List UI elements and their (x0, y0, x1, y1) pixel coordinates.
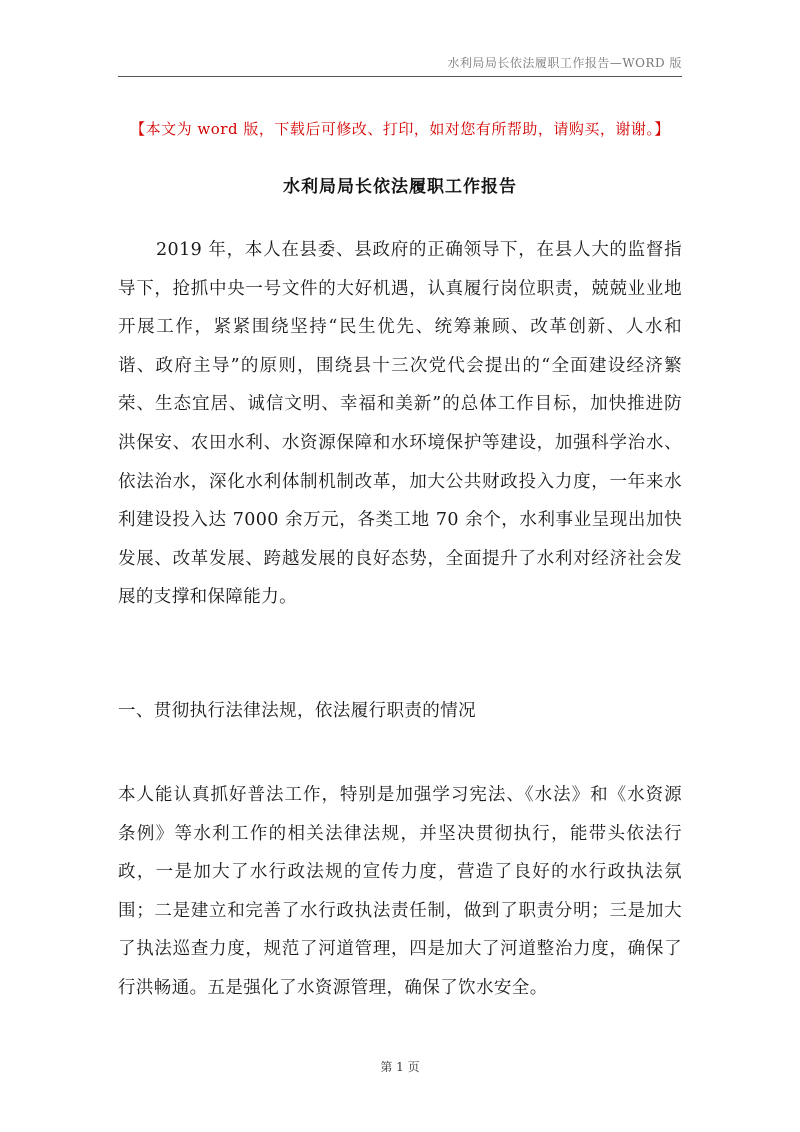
page-number: 第 1 页 (380, 1060, 420, 1074)
body-paragraph-1: 2019 年，本人在县委、县政府的正确领导下，在县人大的监督指导下，抢抓中央一号文件的大好机遇，认真履行岗位职责，兢兢业业地开展工作，紧紧围绕坚持“民生优先、统筹兼顾、改革创新、人水和谐、政府主导”的原则，围绕县十三次党代会提出的“全面建设经济繁荣、生态宜居、诚信文明、幸福和美新”的总体工作目标，加快推进防洪保安、农田水利、水资源保障和水环境保护等建设，加强科学治水、依法治水，深化水利体制机制改革，加大公共财政投入力度，一年来水利建设投入达 7000 余万元，各类工地 70 余个，水利事业呈现出加快发展、改革发展、跨越发展的良好态势，全面提升了水利对经济社会发展的支撑和保障能力。 (118, 240, 682, 608)
page-header (118, 50, 682, 77)
running-title: 水利局局长依法履职工作报告—WORD 版 (447, 56, 682, 70)
section-heading-1: 一、贯彻执行法律法规，依法履行职责的情况 (118, 701, 476, 721)
body-paragraph-2: 本人能认真抓好普法工作，特别是加强学习宪法、《水法》和《水资源条例》等水利工作的相关法律法规，并坚决贯彻执行，能带头依法行政，一是加大了水行政法规的宣传力度，营造了良好的水行政执法氛围；二是建立和完善了水行政执法责任制，做到了职责分明；三是加大了执法巡查力度，规范了河道管理，四是加大了河道整治力度，确保了行洪畅通。五是强化了水资源管理，确保了饮水安全。 (118, 785, 682, 998)
document-title: 水利局局长依法履职工作报告 (283, 177, 517, 197)
download-notice: 【本文为 word 版，下载后可修改、打印，如对您有所帮助，请购买，谢谢。】 (130, 120, 670, 138)
